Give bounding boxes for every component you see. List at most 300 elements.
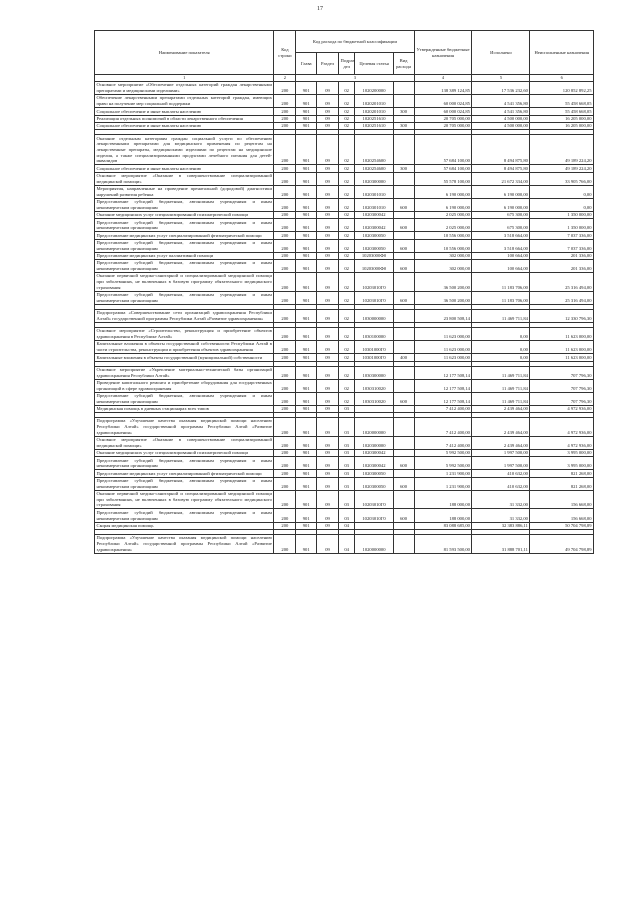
row-podrazdel: 02: [338, 185, 354, 198]
table-row: [95, 509, 594, 522]
row-podrazdel: 03: [338, 449, 354, 456]
row-razdel: 09: [317, 108, 339, 115]
row-celevaya: 1020254600: [355, 135, 393, 165]
row-code: 200: [274, 165, 296, 172]
row-vid: 600: [393, 509, 414, 522]
row-celevaya: 1020300050: [355, 470, 393, 477]
row-razdel: 09: [317, 252, 339, 259]
row-celevaya: 1020300042: [355, 449, 393, 456]
row-code: 200: [274, 185, 296, 198]
row-name: Предоставление субсидий бюджетным, автономным учреждениям и иным некоммерческим организациям: [96, 509, 272, 521]
table-row: [95, 291, 594, 304]
row-razdel: 09: [317, 366, 339, 379]
column-number: 3: [296, 75, 414, 82]
row-celevaya: 10203000Ф0: [355, 260, 393, 273]
row-name: Основное мероприятие «Строительство, реконструкция и приобретение объектов здравоохранения в Республике Алтай»: [96, 328, 272, 340]
row-unexecuted: 16 205 000,00: [530, 122, 594, 129]
table-row: [95, 108, 594, 115]
row-unexecuted: 0,00: [530, 185, 594, 198]
row-executed: 675 300,00: [472, 211, 530, 218]
row-vid: [393, 310, 414, 323]
row-code: 200: [274, 354, 296, 361]
row-celevaya: 1030310020: [355, 392, 393, 405]
header-classification: Код расхода по бюджетной классификации: [296, 31, 414, 53]
row-glava: 901: [296, 232, 317, 239]
row-glava: 901: [296, 457, 317, 470]
row-unexecuted: 156 668,00: [530, 490, 594, 509]
row-executed: 31 888 701,11: [472, 534, 530, 553]
row-podrazdel: 02: [338, 379, 354, 392]
row-glava: 901: [296, 405, 317, 412]
row-celevaya: 1020201010: [355, 108, 393, 115]
row-podrazdel: 04: [338, 534, 354, 553]
row-approved: 36 500 200,00: [414, 291, 472, 304]
table-row: [95, 341, 594, 354]
row-code: 200: [274, 522, 296, 529]
row-code: 200: [274, 457, 296, 470]
column-number: 6: [530, 75, 594, 82]
header-executed: Исполнено: [472, 31, 530, 75]
row-executed: 31 332,00: [472, 490, 530, 509]
row-name: Предоставление субсидий бюджетным, автономным учреждениям и иным некоммерческим организациям: [96, 240, 272, 251]
table-row: [95, 310, 594, 323]
row-razdel: 09: [317, 239, 339, 252]
row-unexecuted: 49 189 224,20: [530, 165, 594, 172]
row-podrazdel: 02: [338, 165, 354, 172]
row-unexecuted: 120 852 892,25: [530, 82, 594, 95]
row-podrazdel: 02: [338, 115, 354, 122]
row-unexecuted: 25 316 494,00: [530, 291, 594, 304]
row-glava: 901: [296, 260, 317, 273]
row-name: Оказание первичной медико-санитарной и специализированной медицинской помощи при заболеваниях, не включенных в базовую программу обязательного медицинского страхования: [96, 490, 272, 508]
row-approved: 1 231 900,00: [414, 470, 472, 477]
row-razdel: 09: [317, 354, 339, 361]
row-celevaya: 1020300042: [355, 457, 393, 470]
row-celevaya: 10203010Г0: [355, 490, 393, 509]
row-unexecuted: 201 336,00: [530, 252, 594, 259]
row-podrazdel: 02: [338, 219, 354, 232]
row-razdel: 09: [317, 436, 339, 449]
row-approved: 5 992 500,00: [414, 449, 472, 456]
table-row: [95, 366, 594, 379]
row-vid: [393, 366, 414, 379]
row-celevaya: 1020251610: [355, 122, 393, 129]
row-podrazdel: 02: [338, 239, 354, 252]
row-name: Предоставление субсидий бюджетным, автономным учреждениям и иным некоммерческим организациям: [96, 392, 272, 404]
row-razdel: 09: [317, 260, 339, 273]
row-executed: 4 500 000,00: [472, 115, 530, 122]
table-row: [95, 522, 594, 529]
row-unexecuted: 7 037 336,00: [530, 232, 594, 239]
row-glava: 901: [296, 449, 317, 456]
row-approved: 7 412 400,00: [414, 436, 472, 449]
row-approved: 81 593 500,00: [414, 534, 472, 553]
row-celevaya: 1030300000: [355, 366, 393, 379]
row-podrazdel: 03: [338, 470, 354, 477]
row-glava: 901: [296, 477, 317, 490]
row-name: Скорая медицинская помощь: [95, 522, 274, 529]
row-podrazdel: 02: [338, 198, 354, 211]
header-razdel: Раздел: [317, 53, 339, 75]
table-row: [95, 379, 594, 392]
row-name: Оказание медицинских услуг специализированной психиатрической помощи: [95, 449, 274, 456]
row-name: Предоставление медицинских услуг специализированной фтизиатрической помощи: [95, 470, 274, 477]
row-approved: 1 231 900,00: [414, 477, 472, 490]
row-vid: 600: [393, 260, 414, 273]
row-glava: 901: [296, 219, 317, 232]
row-podrazdel: 02: [338, 354, 354, 361]
row-razdel: 09: [317, 392, 339, 405]
row-name: Мероприятия, направленные на проведение пренатальной (дородовой) диагностики нарушений развития ребенка: [96, 186, 272, 197]
header-podrazdel: Подраз дел: [338, 53, 354, 75]
row-celevaya: 1030000000: [355, 310, 393, 323]
header-name: Наименование показателя: [95, 31, 274, 75]
row-approved: 2 025 000,00: [414, 211, 472, 218]
row-vid: 600: [393, 219, 414, 232]
row-podrazdel: 02: [338, 392, 354, 405]
budget-execution-table: [94, 30, 594, 554]
row-code: 200: [274, 310, 296, 323]
row-podrazdel: 02: [338, 291, 354, 304]
row-executed: 100 664,00: [472, 252, 530, 259]
row-approved: 12 177 508,14: [414, 379, 472, 392]
row-celevaya: 1020301010: [355, 185, 393, 198]
row-executed: 410 632,00: [472, 470, 530, 477]
table-row: [95, 392, 594, 405]
row-code: 200: [274, 232, 296, 239]
row-glava: 901: [296, 185, 317, 198]
row-approved: 6 190 000,00: [414, 185, 472, 198]
row-approved: 36 500 200,00: [414, 273, 472, 292]
row-podrazdel: 04: [338, 522, 354, 529]
row-podrazdel: 02: [338, 232, 354, 239]
table-row: [95, 115, 594, 122]
row-razdel: 09: [317, 95, 339, 108]
row-glava: 901: [296, 310, 317, 323]
row-glava: 901: [296, 291, 317, 304]
row-approved: 20 705 000,00: [414, 115, 472, 122]
row-celevaya: 1020200000: [355, 82, 393, 95]
row-executed: 17 536 232,60: [472, 82, 530, 95]
row-vid: [393, 95, 414, 108]
table-row: [95, 232, 594, 239]
header-vid: Вид расхода: [393, 53, 414, 75]
row-podrazdel: 02: [338, 341, 354, 354]
row-unexecuted: 55 458 668,05: [530, 95, 594, 108]
row-executed: 4 541 356,80: [472, 108, 530, 115]
row-code: 200: [274, 328, 296, 341]
row-approved: 23 800 508,14: [414, 310, 472, 323]
row-code: 200: [274, 108, 296, 115]
row-razdel: 09: [317, 477, 339, 490]
row-executed: 2 439 464,00: [472, 418, 530, 437]
row-approved: 12 177 508,14: [414, 392, 472, 405]
row-razdel: 09: [317, 135, 339, 165]
row-code: 200: [274, 135, 296, 165]
row-name: Основное мероприятие «Обеспечение отдельных категорий граждан лекарственными препаратами и медицинскими изделиями»: [96, 82, 272, 94]
row-code: 200: [274, 211, 296, 218]
row-unexecuted: 33 905 766,00: [530, 172, 594, 185]
row-razdel: 09: [317, 115, 339, 122]
row-approved: 11 623 000,00: [414, 341, 472, 354]
table-row: [95, 328, 594, 341]
row-approved: 138 389 124,85: [414, 82, 472, 95]
row-celevaya: [355, 405, 393, 412]
row-podrazdel: 02: [338, 135, 354, 165]
row-vid: 300: [393, 165, 414, 172]
row-name: Предоставление субсидий бюджетным, автономным учреждениям и иным некоммерческим организациям: [96, 457, 272, 469]
row-executed: 0,00: [472, 328, 530, 341]
row-glava: 901: [296, 211, 317, 218]
row-code: 200: [274, 122, 296, 129]
row-vid: [393, 328, 414, 341]
row-code: 200: [274, 82, 296, 95]
row-vid: [393, 185, 414, 198]
row-name: Социальное обеспечение и иные выплаты населению: [95, 122, 274, 129]
row-razdel: 09: [317, 122, 339, 129]
row-unexecuted: 49 189 224,20: [530, 135, 594, 165]
row-approved: 60 000 024,85: [414, 108, 472, 115]
row-unexecuted: 156 668,00: [530, 509, 594, 522]
column-number: 2: [274, 75, 296, 82]
row-podrazdel: 03: [338, 436, 354, 449]
header-glava: Глава: [296, 53, 317, 75]
row-approved: 20 705 000,00: [414, 122, 472, 129]
row-name: Реализация отдельных полномочий в области лекарственного обеспечения: [95, 115, 274, 122]
row-code: 200: [274, 449, 296, 456]
table-row: [95, 82, 594, 95]
row-razdel: 09: [317, 449, 339, 456]
row-celevaya: 10301000Г0: [355, 341, 393, 354]
row-glava: 901: [296, 354, 317, 361]
row-glava: 901: [296, 470, 317, 477]
row-podrazdel: 03: [338, 509, 354, 522]
row-podrazdel: 02: [338, 122, 354, 129]
row-code: 200: [274, 95, 296, 108]
row-podrazdel: 02: [338, 108, 354, 115]
row-glava: 901: [296, 95, 317, 108]
row-unexecuted: 11 623 000,00: [530, 354, 594, 361]
table-row: [95, 185, 594, 198]
row-approved: 188 000,00: [414, 509, 472, 522]
row-code: 200: [274, 273, 296, 292]
table-row: [95, 165, 594, 172]
row-unexecuted: 821 268,00: [530, 470, 594, 477]
row-razdel: 09: [317, 232, 339, 239]
row-executed: 11 469 711,84: [472, 379, 530, 392]
row-unexecuted: 11 623 000,00: [530, 328, 594, 341]
row-name: Предоставление субсидий бюджетным, автономным учреждениям и иным некоммерческим организациям: [96, 477, 272, 489]
row-razdel: 09: [317, 418, 339, 437]
row-podrazdel: 03: [338, 405, 354, 412]
table-row: [95, 470, 594, 477]
row-celevaya: 1030100000: [355, 328, 393, 341]
table-row: [95, 260, 594, 273]
row-razdel: 09: [317, 165, 339, 172]
row-celevaya: 10203000Ф0: [355, 252, 393, 259]
row-code: 200: [274, 239, 296, 252]
table-row: [95, 477, 594, 490]
row-approved: 11 623 000,00: [414, 354, 472, 361]
row-name: Предоставление субсидий бюджетным, автономным учреждениям и иным некоммерческим организациям: [96, 219, 272, 231]
row-unexecuted: 4 972 936,00: [530, 418, 594, 437]
row-name: Предоставление медицинских услуг специализированной фтизиатрической помощи: [95, 232, 274, 239]
row-glava: 901: [296, 135, 317, 165]
table-row: [95, 273, 594, 292]
row-executed: 0,00: [472, 354, 530, 361]
row-podrazdel: 02: [338, 172, 354, 185]
row-code: 200: [274, 418, 296, 437]
row-podrazdel: 02: [338, 211, 354, 218]
row-celevaya: 1020300042: [355, 211, 393, 218]
row-glava: 901: [296, 273, 317, 292]
row-executed: 4 500 000,00: [472, 122, 530, 129]
row-podrazdel: 02: [338, 82, 354, 95]
row-vid: [393, 379, 414, 392]
row-name: Социальное обеспечение и иные выплаты населению: [95, 165, 274, 172]
row-approved: 83 088 685,00: [414, 522, 472, 529]
row-vid: [393, 172, 414, 185]
row-vid: [393, 470, 414, 477]
row-name: Медицинская помощь в дневных стационарах всех типов: [95, 405, 274, 412]
row-razdel: 09: [317, 82, 339, 95]
row-name: Основное мероприятие «Оказание в совершенствование специализированной медицинской помощи»: [96, 437, 272, 448]
row-code: 200: [274, 436, 296, 449]
row-approved: 10 556 000,00: [414, 232, 472, 239]
row-razdel: 09: [317, 198, 339, 211]
row-vid: [393, 252, 414, 259]
row-razdel: 09: [317, 522, 339, 529]
row-razdel: 09: [317, 509, 339, 522]
row-celevaya: 10203010Г0: [355, 273, 393, 292]
row-vid: [393, 273, 414, 292]
row-approved: 7 412 400,00: [414, 418, 472, 437]
table-row: [95, 436, 594, 449]
row-vid: [393, 405, 414, 412]
row-razdel: 09: [317, 291, 339, 304]
row-glava: 901: [296, 115, 317, 122]
row-approved: 57 684 100,00: [414, 165, 472, 172]
row-executed: 2 439 464,00: [472, 405, 530, 412]
row-unexecuted: 3 995 000,00: [530, 449, 594, 456]
row-razdel: 09: [317, 211, 339, 218]
row-glava: 901: [296, 328, 317, 341]
row-celevaya: 1020254600: [355, 165, 393, 172]
row-approved: 6 190 000,00: [414, 198, 472, 211]
row-executed: 0,00: [472, 341, 530, 354]
row-approved: 60 000 024,85: [414, 95, 472, 108]
row-unexecuted: 821 268,00: [530, 477, 594, 490]
row-approved: 7 412 400,00: [414, 405, 472, 412]
row-vid: [393, 135, 414, 165]
row-name: Предоставление субсидий бюджетным, автономным учреждениям и иным некоммерческим организациям: [96, 292, 272, 303]
row-executed: 6 190 000,00: [472, 185, 530, 198]
row-code: 200: [274, 405, 296, 412]
row-unexecuted: 16 205 000,00: [530, 115, 594, 122]
row-unexecuted: 4 972 936,00: [530, 436, 594, 449]
header-code: Код строки: [274, 31, 296, 75]
row-vid: [393, 211, 414, 218]
row-approved: 12 177 508,14: [414, 366, 472, 379]
row-approved: 302 000,00: [414, 252, 472, 259]
row-unexecuted: 4 972 936,00: [530, 405, 594, 412]
table-row: [95, 418, 594, 437]
table-row: [95, 122, 594, 129]
row-razdel: 09: [317, 310, 339, 323]
row-celevaya: 10301000Г0: [355, 354, 393, 361]
row-executed: 11 469 711,84: [472, 366, 530, 379]
row-code: 200: [274, 366, 296, 379]
row-glava: 901: [296, 341, 317, 354]
row-executed: 31 332,00: [472, 509, 530, 522]
table-row: [95, 135, 594, 165]
row-glava: 901: [296, 198, 317, 211]
row-podrazdel: 02: [338, 260, 354, 273]
row-name: Подпрограмма «Улучшение качества оказания медицинской помощи населению Республики Алтай» государственной программы Республики Алтай «Развитие здравоохранения»: [96, 535, 272, 552]
row-approved: 302 000,00: [414, 260, 472, 273]
row-vid: [393, 490, 414, 509]
row-name: Основное мероприятие «Оказание в совершенствование специализированной медицинской помощи»: [96, 173, 272, 184]
row-name: Основное мероприятие «Укрепление материально-технической базы организаций здравоохранения Республики Алтай»: [96, 366, 272, 378]
row-name: Подпрограмма «Улучшение качества оказания медицинской помощи населению Республики Алтай» государственной программы Республики Алтай «Развитие здравоохранения»: [96, 418, 272, 435]
row-name: Оказание отдельным категориям граждан социальной услуги по обеспечению лекарственными препаратами для медицинского применения по рецептам на лекарственные препараты, медицинскими изделиями по рецептам на медицинские изделия, а также специализированными продуктами лечебного питания для детей-инвалидов: [96, 135, 272, 164]
row-glava: 901: [296, 436, 317, 449]
row-glava: 901: [296, 252, 317, 259]
table-row: [95, 449, 594, 456]
row-celevaya: 10203010Г0: [355, 509, 393, 522]
row-executed: 21 672 334,00: [472, 172, 530, 185]
row-code: 200: [274, 470, 296, 477]
row-celevaya: 1020300042: [355, 219, 393, 232]
row-executed: 4 541 356,80: [472, 95, 530, 108]
row-executed: 11 469 711,84: [472, 310, 530, 323]
row-executed: 3 518 664,00: [472, 232, 530, 239]
row-approved: 188 000,00: [414, 490, 472, 509]
row-vid: 300: [393, 122, 414, 129]
row-executed: 11 469 711,84: [472, 392, 530, 405]
row-unexecuted: 3 995 000,00: [530, 457, 594, 470]
row-vid: 300: [393, 108, 414, 115]
row-celevaya: 1030310020: [355, 379, 393, 392]
row-podrazdel: 02: [338, 252, 354, 259]
header-approved: Утвержденные бюджетные назначения: [414, 31, 472, 75]
row-glava: 901: [296, 490, 317, 509]
row-podrazdel: 02: [338, 310, 354, 323]
row-glava: 901: [296, 122, 317, 129]
row-celevaya: 1020000000: [355, 418, 393, 437]
row-razdel: 09: [317, 172, 339, 185]
row-code: 200: [274, 341, 296, 354]
row-glava: 901: [296, 534, 317, 553]
row-vid: [393, 341, 414, 354]
row-unexecuted: 7 037 336,00: [530, 239, 594, 252]
table-row: [95, 198, 594, 211]
row-glava: 901: [296, 239, 317, 252]
row-vid: [393, 522, 414, 529]
row-podrazdel: 03: [338, 418, 354, 437]
row-executed: 1 997 500,00: [472, 449, 530, 456]
table-row: [95, 534, 594, 553]
row-executed: 8 494 875,80: [472, 135, 530, 165]
row-glava: 901: [296, 165, 317, 172]
row-glava: 901: [296, 82, 317, 95]
row-podrazdel: 03: [338, 490, 354, 509]
row-razdel: 09: [317, 457, 339, 470]
row-celevaya: 1020000000: [355, 534, 393, 553]
row-celevaya: 1020201010: [355, 95, 393, 108]
table-row: [95, 490, 594, 509]
row-code: 200: [274, 260, 296, 273]
